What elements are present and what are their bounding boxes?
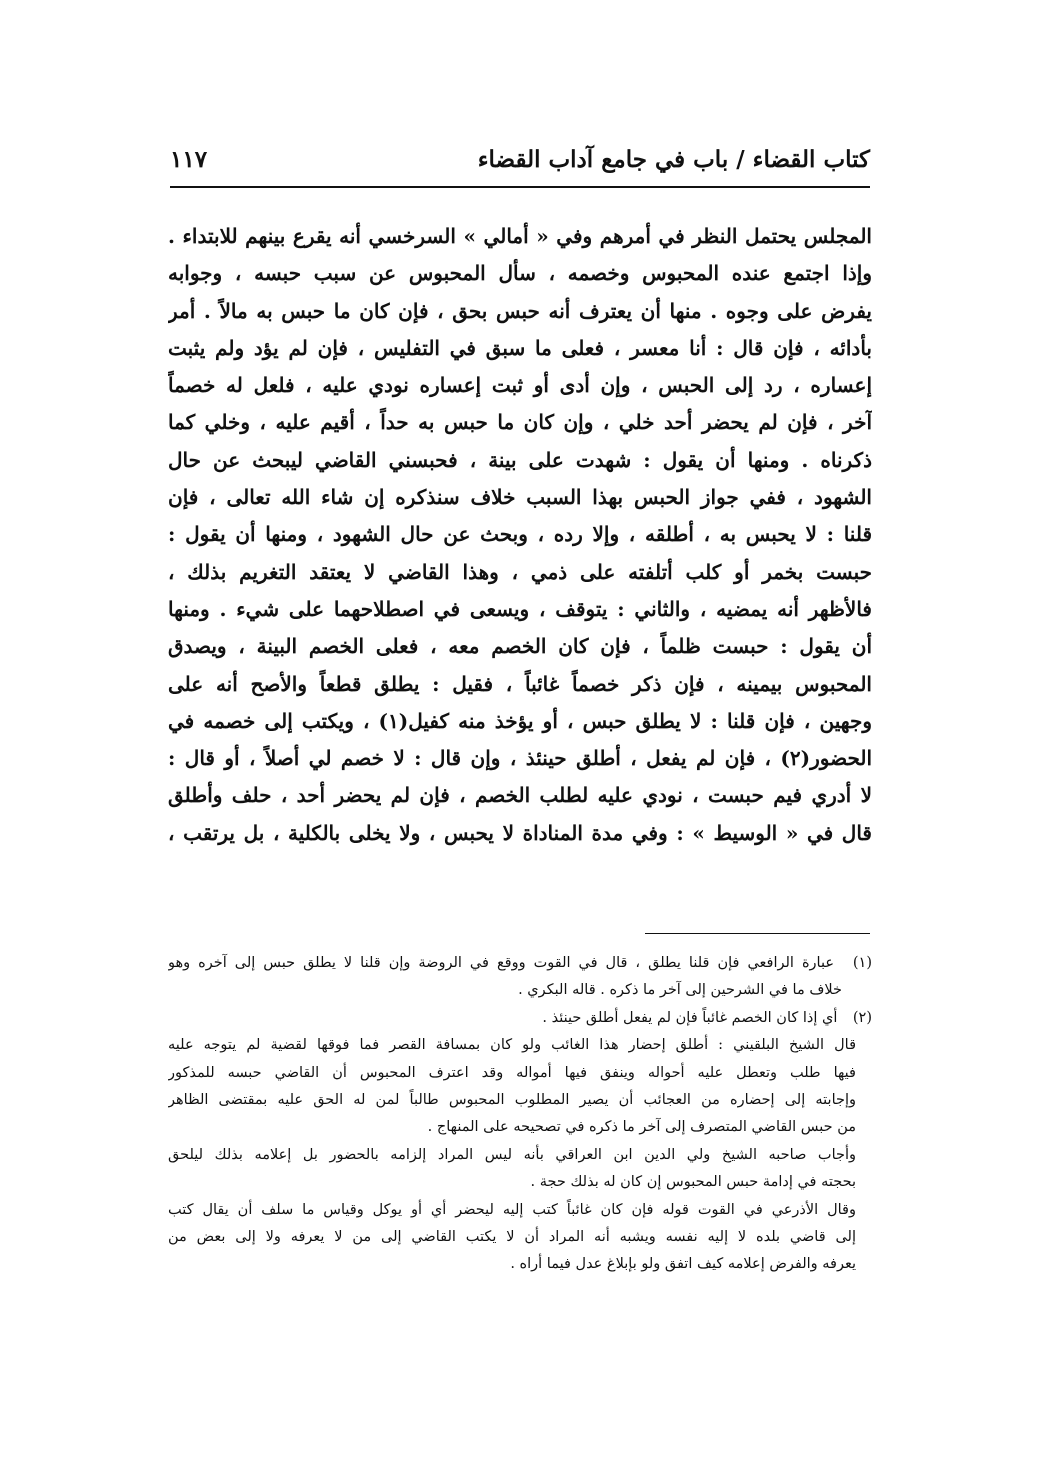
body-line: فالأظهر أنه يمضيه ، والثاني : يتوقف ، ويسعى في اصطلاحهما على شيء . ومنها xyxy=(168,596,872,621)
body-line: الشهود ، ففي جواز الحبس بهذا السبب خلاف سنذكره إن شاء الله تعالى ، فإن xyxy=(168,485,872,510)
body-line: وإذا اجتمع عنده المحبوس وخصمه ، سأل المحبوس عن سبب حبسه ، وجوابه xyxy=(168,261,872,286)
footnote-note-line: وإجابته إلى إحضاره من العجائب أن يصير المطلوب المحبوس طالباً لمن له الحق عليه بمقتضى الظاهر xyxy=(168,1091,856,1108)
body-line: حبست بخمر أو كلب أتلفته على ذمي ، وهذا القاضي لا يعتقد التغريم بذلك ، xyxy=(168,559,872,584)
main-text xyxy=(168,218,872,852)
footnote-note-line: من حبس القاضي المتصرف إلى آخر ما ذكره في تصحيحه على المنهاج . xyxy=(427,1119,856,1136)
footnote-note-line: قال الشيخ البلقيني : أطلق إحضار هذا الغائب ولو كان بمسافة القصر فما فوقها لقضية لم يتوجه عليه xyxy=(168,1037,856,1054)
footnote-text: عبارة الرافعي فإن قلنا يطلق ، قال في القوت ووقع في الروضة وإن قلنا لا يطلق حبس إلى آخره وهو xyxy=(168,955,834,971)
body-line: قلنا : لا يحبس به ، أطلقه ، وإلا رده ، وبحث عن حال الشهود ، ومنها أن يقول : xyxy=(168,522,872,547)
footnote-note-line: وأجاب صاحبه الشيخ ولي الدين ابن العراقي بأنه ليس المراد إلزامه بالحضور بل إعلامه بذلك ليلحق xyxy=(168,1146,856,1163)
footnote-number: (٢) xyxy=(852,1009,872,1026)
body-line: وجهين ، فإن قلنا : لا يطلق حبس ، أو يؤخذ منه كفيل(١) ، ويكتب إلى خصمه في xyxy=(168,708,872,733)
body-line: آخر ، فإن لم يحضر أحد خلي ، وإن كان ما حبس به حداً ، أقيم عليه ، وخلي كما xyxy=(168,410,872,435)
body-line: أن يقول : حبست ظلماً ، فإن كان الخصم معه ، فعلى الخصم البينة ، ويصدق xyxy=(168,634,872,659)
footnote-number: (١) xyxy=(852,955,872,971)
footnote-note-line: فيها طلب وتعطل عليه أحواله وينفق فيها أمواله وقد اعترف المحبوس أن القاضي حبسه للمذكور xyxy=(168,1064,856,1081)
footnote-1-line xyxy=(168,950,872,977)
body-line: المجلس يحتمل النظر في أمرهم وفي « أمالي » السرخسي أنه يقرع بينهم للابتداء . xyxy=(168,224,872,248)
footnote-note-line: يعرفه والفرض إعلامه كيف اتفق ولو بإبلاغ عدل فيما أراه . xyxy=(510,1256,856,1273)
body-line: لا أدري فيم حبست ، نودي عليه لطلب الخصم ، فإن لم يحضر أحد ، حلف وأطلق xyxy=(168,783,872,808)
body-line: بأدائه ، فإن قال : أنا معسر ، فعلى ما سبق في التفليس ، فإن لم يؤد ولم يثبت xyxy=(168,335,872,360)
body-line: قال في « الوسيط » : وفي مدة المناداة لا يحبس ، ولا يخلى بالكلية ، بل يرتقب ، xyxy=(168,820,872,845)
header-title: كتاب القضاء / باب في جامع آداب القضاء xyxy=(477,146,870,173)
footnotes xyxy=(168,950,872,1279)
body-line: يفرض على وجوه . منها أن يعترف أنه حبس بحق ، فإن كان ما حبس به مالاً . أمر xyxy=(168,298,872,323)
footnote-separator xyxy=(645,933,870,934)
running-header xyxy=(170,140,870,184)
page-number: ١١٧ xyxy=(170,146,208,173)
footnote-note-line: إلى قاضي بلده لا إليه نفسه ويشبه أنه المراد أن لا يكتب القاضي إلى من لا يعرفه ولا إلى بعض من xyxy=(168,1228,856,1245)
footnote-note-line: وقال الأذرعي في القوت قوله فإن كان غائباً كتب إليه ليحضر أي أو يوكل وقياس ما سلف أن يقال كتب xyxy=(168,1201,856,1218)
header-rule xyxy=(170,186,870,188)
body-line: إعساره ، رد إلى الحبس ، وإن أدى أو ثبت إعساره نودي عليه ، فلعل له خصماً xyxy=(168,373,872,398)
body-line: ذكرناه . ومنها أن يقول : شهدت على بينة ، فحبسني القاضي ليبحث عن حال xyxy=(168,447,872,472)
footnote-text: أي إذا كان الخصم غائباً فإن لم يفعل أطلق حينئذ . xyxy=(542,1009,838,1026)
body-line: المحبوس بيمينه ، فإن ذكر خصماً غائباً ، فقيل : يطلق قطعاً والأصح أنه على xyxy=(168,671,872,696)
footnote-2-line xyxy=(168,1005,872,1032)
body-line: الحضور(٢) ، فإن لم يفعل ، أطلق حينئذ ، وإن قال : لا خصم لي أصلاً ، أو قال : xyxy=(168,746,872,771)
footnote-note-line: بحجته في إدامة حبس المحبوس إن كان له بذلك حجة . xyxy=(530,1174,856,1191)
footnote-1-line: خلاف ما في الشرحين إلى آخر ما ذكره . قاله البكري . xyxy=(518,982,842,999)
